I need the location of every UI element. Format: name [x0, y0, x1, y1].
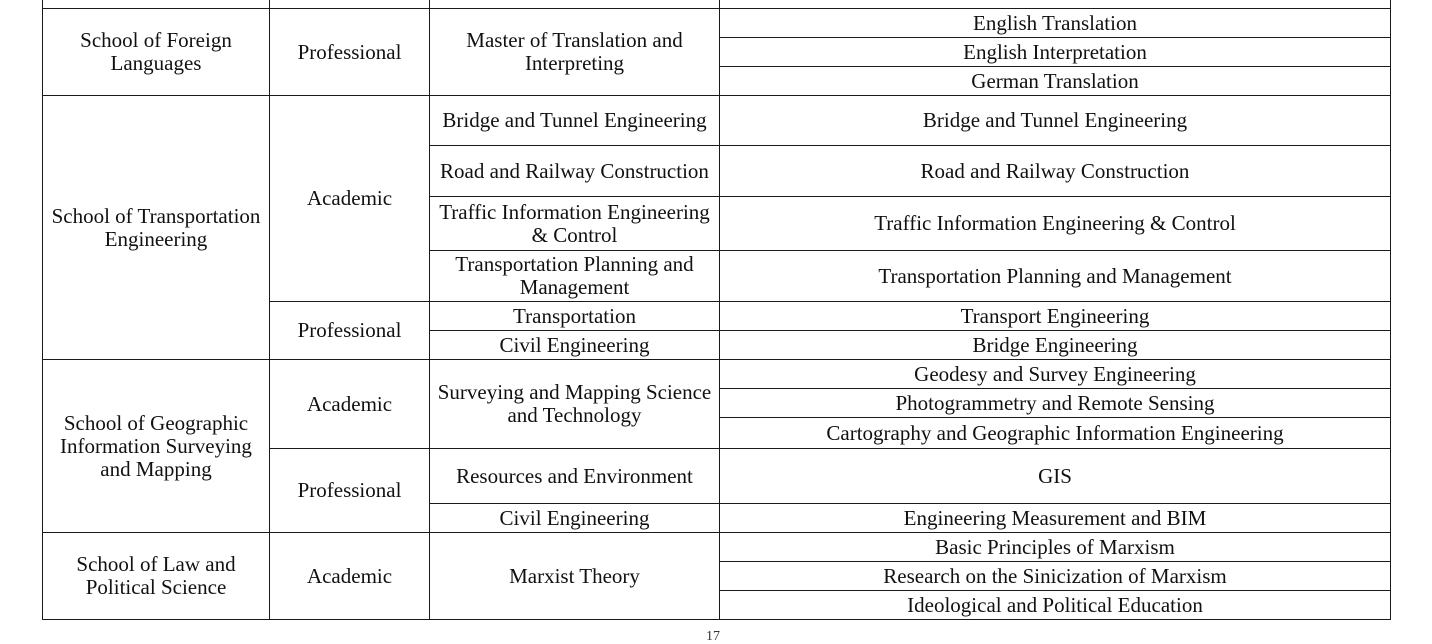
degree-type-cell: Professional: [270, 302, 430, 360]
direction-cell: Traffic Information Engineering & Control: [720, 197, 1391, 251]
direction-cell: Ideological and Political Education: [720, 591, 1391, 620]
major-cell: Transportation Planning and Management: [430, 251, 720, 302]
direction-cell: Engineering Measurement and BIM: [720, 504, 1391, 533]
direction-cell: German Translation: [720, 67, 1391, 96]
major-cell: Resources and Environment: [430, 449, 720, 504]
direction-cell: English Interpretation: [720, 38, 1391, 67]
table-row: [43, 360, 1391, 389]
direction-cell: Transportation Planning and Management: [720, 251, 1391, 302]
major-cell: Transportation: [430, 302, 720, 331]
major-cell: Marxist Theory: [430, 533, 720, 620]
major-cell: Civil Engineering: [430, 504, 720, 533]
direction-cell: Basic Principles of Marxism: [720, 533, 1391, 562]
direction-cell: Cartography and Geographic Information Engineering: [720, 418, 1391, 449]
direction-cell: Photogrammetry and Remote Sensing: [720, 389, 1391, 418]
school-cell: School of Foreign Languages: [43, 9, 270, 96]
degree-type-cell: Professional: [270, 9, 430, 96]
table-row: [43, 533, 1391, 562]
school-cell: School of Transportation Engineering: [43, 96, 270, 360]
table-row-partial: [43, 0, 1391, 9]
direction-cell: English Translation: [720, 9, 1391, 38]
direction-cell: Bridge and Tunnel Engineering: [720, 96, 1391, 146]
school-cell: School of Geographic Information Surveying and Mapping: [43, 360, 270, 533]
major-cell: Traffic Information Engineering & Control: [430, 197, 720, 251]
direction-cell: GIS: [720, 449, 1391, 504]
direction-cell: Transport Engineering: [720, 302, 1391, 331]
major-cell: Road and Railway Construction: [430, 146, 720, 197]
major-cell: Civil Engineering: [430, 331, 720, 360]
major-cell: Master of Translation and Interpreting: [430, 9, 720, 96]
page-number: 17: [706, 629, 720, 644]
degree-type-cell: Academic: [270, 360, 430, 449]
program-table: [42, 0, 1391, 620]
major-cell: Bridge and Tunnel Engineering: [430, 96, 720, 146]
degree-type-cell: Professional: [270, 449, 430, 533]
direction-cell: Road and Railway Construction: [720, 146, 1391, 197]
direction-cell: Research on the Sinicization of Marxism: [720, 562, 1391, 591]
school-cell: School of Law and Political Science: [43, 533, 270, 620]
major-cell: Surveying and Mapping Science and Technology: [430, 360, 720, 449]
direction-cell: Geodesy and Survey Engineering: [720, 360, 1391, 389]
table-row: [43, 96, 1391, 146]
direction-cell: Bridge Engineering: [720, 331, 1391, 360]
program-table-body: [43, 0, 1391, 620]
table-row: [43, 9, 1391, 38]
degree-type-cell: Academic: [270, 533, 430, 620]
degree-type-cell: Academic: [270, 96, 430, 302]
